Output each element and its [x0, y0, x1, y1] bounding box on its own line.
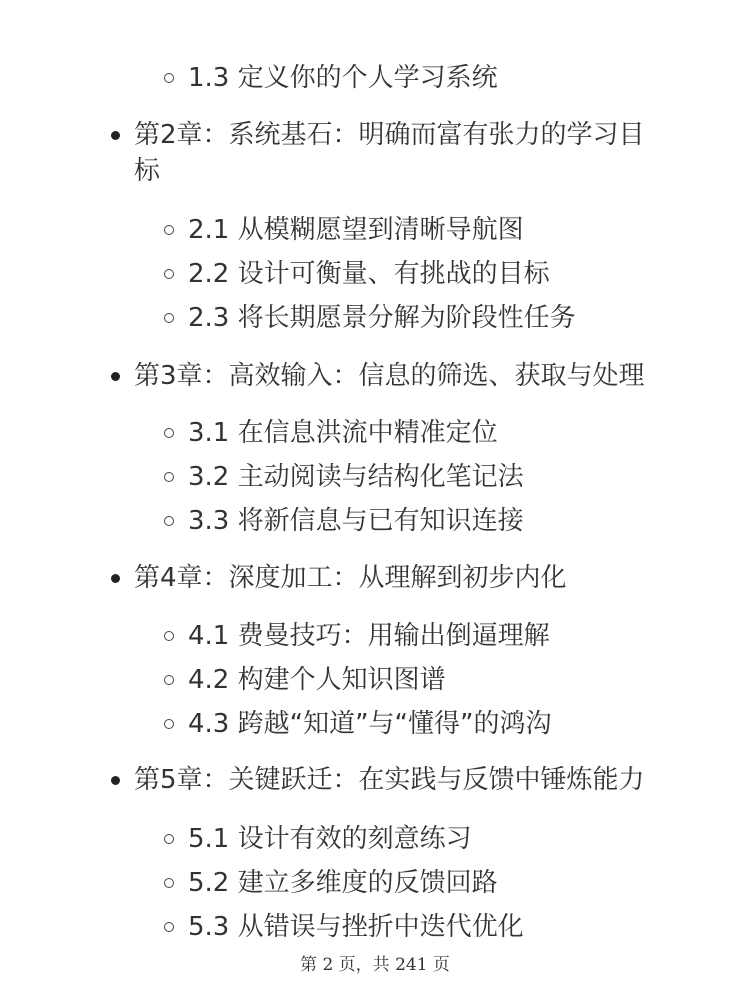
- hollow-bullet-icon: [164, 73, 174, 83]
- hollow-bullet-icon: [164, 225, 174, 235]
- toc-chapter-3[interactable]: 第3章：高效输入：信息的筛选、获取与处理: [134, 361, 645, 391]
- toc-section-5-3[interactable]: 5.3 从错误与挫折中迭代优化: [188, 912, 524, 942]
- hollow-bullet-icon: [164, 472, 174, 482]
- toc-section-1-3[interactable]: 1.3 定义你的个人学习系统: [188, 63, 498, 93]
- hollow-bullet-icon: [164, 834, 174, 844]
- toc-section-2-3[interactable]: 2.3 将长期愿景分解为阶段性任务: [188, 303, 576, 333]
- toc-section-3-2[interactable]: 3.2 主动阅读与结构化笔记法: [188, 462, 524, 492]
- hollow-bullet-icon: [164, 719, 174, 729]
- hollow-bullet-icon: [164, 675, 174, 685]
- toc-chapter-2-continued[interactable]: 标: [134, 156, 161, 186]
- hollow-bullet-icon: [164, 878, 174, 888]
- toc-section-3-3[interactable]: 3.3 将新信息与已有知识连接: [188, 506, 524, 536]
- toc-section-4-2[interactable]: 4.2 构建个人知识图谱: [188, 665, 446, 695]
- toc-chapter-5[interactable]: 第5章：关键跃迁：在实践与反馈中锤炼能力: [134, 765, 645, 795]
- toc-section-4-3[interactable]: 4.3 跨越“知道”与“懂得”的鸿沟: [188, 709, 552, 739]
- page-number-footer: 第 2 页，共 241 页: [300, 955, 450, 975]
- toc-chapter-4[interactable]: 第4章：深度加工：从理解到初步内化: [134, 563, 567, 593]
- toc-section-3-1[interactable]: 3.1 在信息洪流中精准定位: [188, 418, 498, 448]
- hollow-bullet-icon: [164, 313, 174, 323]
- filled-bullet-icon: [111, 372, 120, 381]
- filled-bullet-icon: [111, 131, 120, 140]
- hollow-bullet-icon: [164, 922, 174, 932]
- filled-bullet-icon: [111, 776, 120, 785]
- toc-chapter-2[interactable]: 第2章：系统基石：明确而富有张力的学习目: [134, 120, 645, 150]
- hollow-bullet-icon: [164, 631, 174, 641]
- hollow-bullet-icon: [164, 428, 174, 438]
- toc-section-5-2[interactable]: 5.2 建立多维度的反馈回路: [188, 868, 498, 898]
- filled-bullet-icon: [111, 574, 120, 583]
- toc-section-5-1[interactable]: 5.1 设计有效的刻意练习: [188, 824, 472, 854]
- toc-section-4-1[interactable]: 4.1 费曼技巧：用输出倒逼理解: [188, 621, 550, 651]
- hollow-bullet-icon: [164, 269, 174, 279]
- hollow-bullet-icon: [164, 516, 174, 526]
- toc-section-2-1[interactable]: 2.1 从模糊愿望到清晰导航图: [188, 215, 524, 245]
- toc-section-2-2[interactable]: 2.2 设计可衡量、有挑战的目标: [188, 259, 550, 289]
